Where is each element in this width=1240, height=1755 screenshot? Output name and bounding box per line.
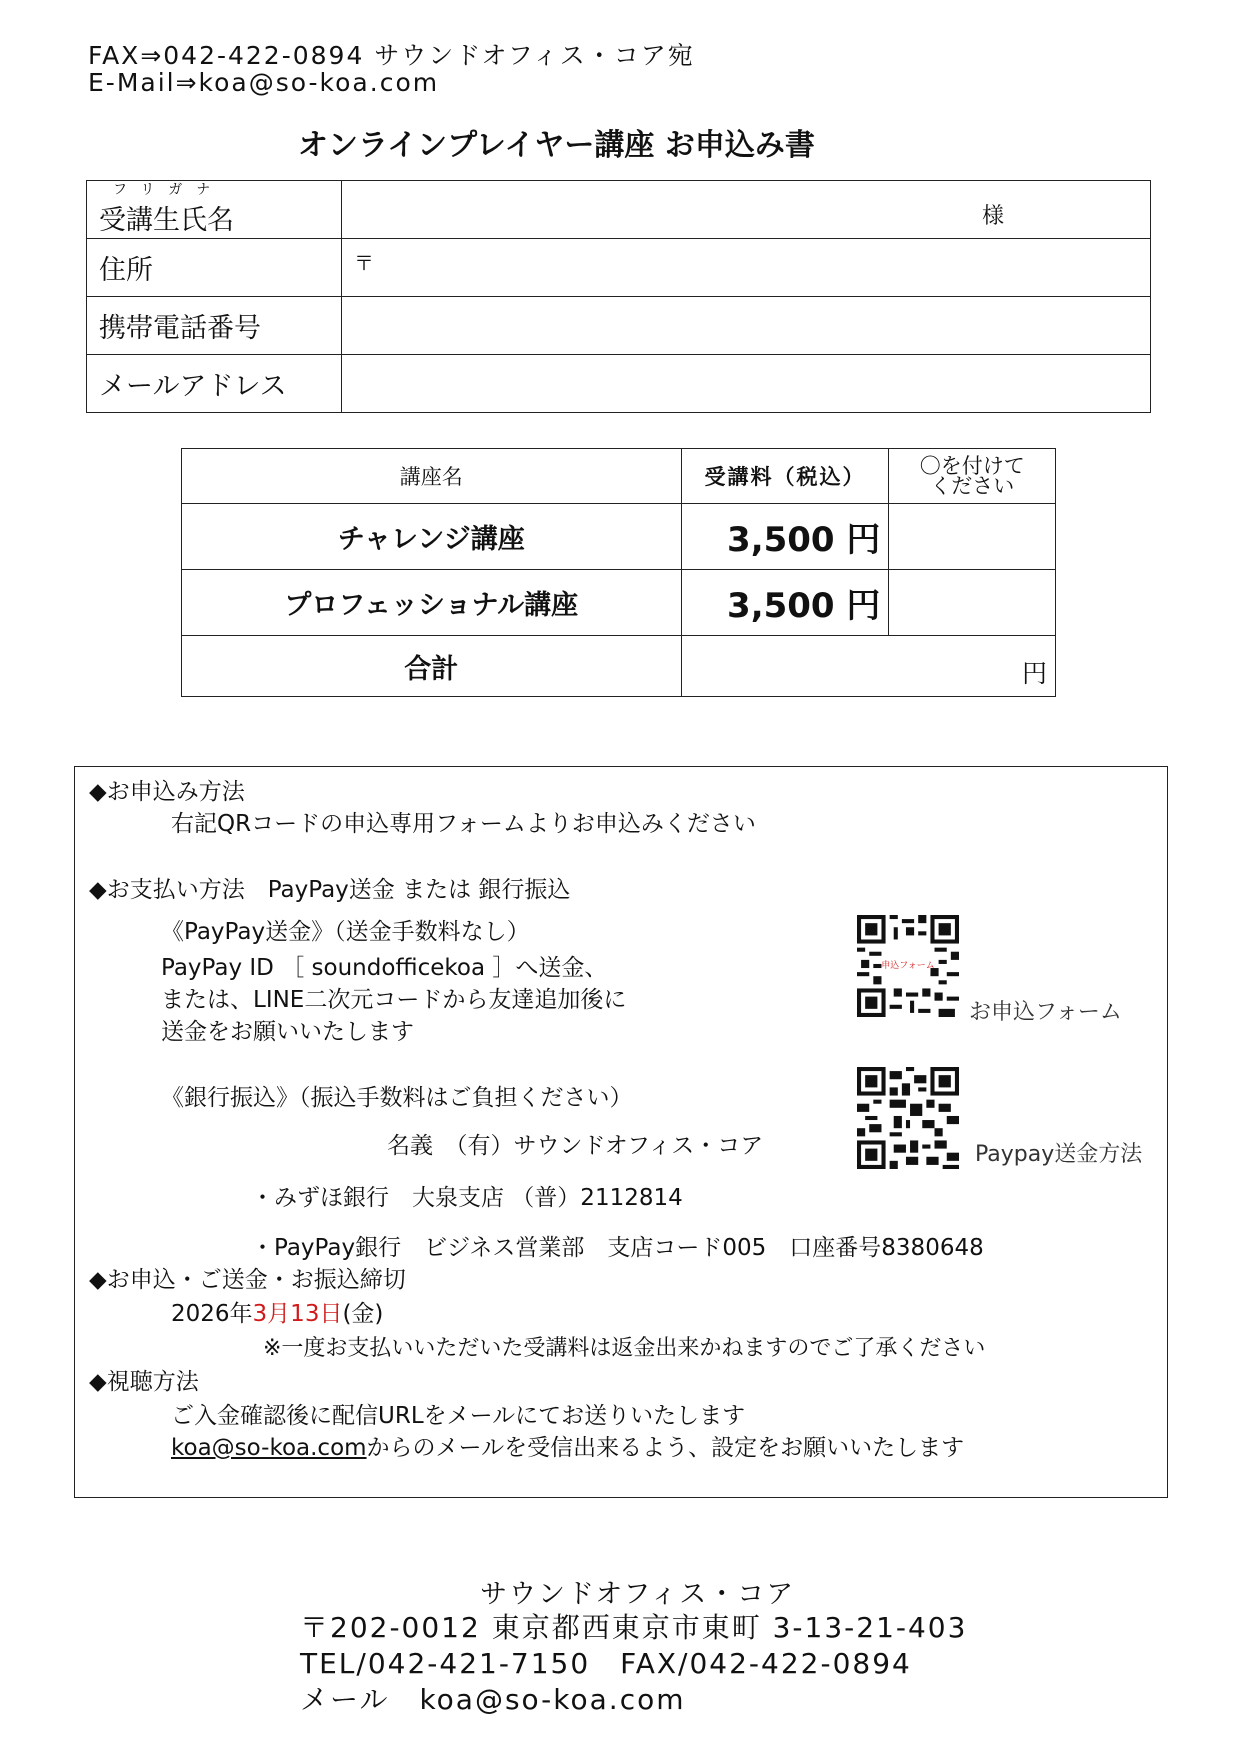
- qr-inner-label: 申込フォーム: [881, 961, 935, 972]
- viewing-heading: ◆視聴方法: [89, 1369, 199, 1395]
- application-form-qr-label: お申込フォーム: [969, 1000, 1122, 1025]
- paypay-method-qr-label: Paypay送金方法: [975, 1142, 1143, 1167]
- course-name-challenge: チャレンジ講座: [182, 504, 682, 570]
- viewing-email-link[interactable]: koa@so-koa.com: [171, 1435, 367, 1461]
- course-price-professional: 3,500 円: [681, 570, 889, 636]
- apply-text: 右記QRコードの申込専用フォームよりお申込みください: [171, 811, 756, 837]
- page-title: オンラインプレイヤー講座 お申込み書: [298, 128, 815, 163]
- honorific-sama: 様: [982, 204, 1005, 229]
- fax-line: FAX⇒042-422-0894 サウンドオフィス・コア宛: [88, 41, 695, 70]
- apply-heading: ◆お申込み方法: [89, 779, 245, 805]
- viewing-line2: [171, 1429, 964, 1462]
- deadline-date: [171, 1295, 383, 1328]
- application-form-qr-code[interactable]: [857, 915, 959, 1017]
- furigana-label: フリガナ: [113, 182, 225, 198]
- footer-company: サウンドオフィス・コア: [480, 1579, 796, 1610]
- paypay-line2: または、LINE二次元コードから友達追加後に: [161, 987, 627, 1013]
- course-table: [181, 448, 1056, 697]
- name-label: 受講生氏名: [99, 205, 234, 236]
- phone-field[interactable]: [342, 297, 1151, 355]
- deadline-month-day: 3月13日: [252, 1301, 343, 1327]
- bank-mizuho: ・みずほ銀行 大泉支店 （普）2112814: [251, 1185, 683, 1211]
- paypay-line3: 送金をお願いいたします: [161, 1019, 414, 1045]
- deadline-year: 2026年: [171, 1301, 253, 1327]
- course-price-challenge: 3,500 円: [681, 504, 889, 570]
- footer-address: 〒202-0012 東京都西東京市東町 3-13-21-403: [300, 1611, 968, 1644]
- payment-heading: ◆お支払い方法 PayPay送金 または 銀行振込: [89, 877, 571, 903]
- name-label-cell: [87, 181, 342, 239]
- postal-mark: 〒: [354, 251, 374, 275]
- email-field[interactable]: [342, 355, 1151, 413]
- account-name: 名義 （有）サウンドオフィス・コア: [387, 1133, 764, 1159]
- deadline-weekday: (金): [342, 1301, 384, 1327]
- refund-note: ※一度お支払いいただいた受講料は返金出来かねますのでご了承ください: [263, 1336, 986, 1361]
- course-check-challenge[interactable]: [889, 504, 1056, 570]
- address-label: 住所: [87, 239, 342, 297]
- total-field[interactable]: [681, 636, 1055, 697]
- bank-paypay: ・PayPay銀行 ビジネス営業部 支店コード005 口座番号8380648: [251, 1235, 984, 1261]
- paypay-line1: PayPay ID ［ soundofficekoa ］へ送金、: [161, 955, 608, 981]
- total-yen-unit: 円: [1021, 659, 1047, 688]
- viewing-line2-rest: からのメールを受信出来るよう、設定をお願いいたします: [366, 1435, 965, 1461]
- paypay-method-qr-code[interactable]: [857, 1067, 959, 1169]
- deadline-heading: ◆お申込・ご送金・お振込締切: [89, 1267, 406, 1293]
- fee-header: 受講料（税込）: [681, 449, 889, 504]
- viewing-line1: ご入金確認後に配信URLをメールにてお送りいたします: [171, 1403, 746, 1429]
- phone-label: 携帯電話番号: [87, 297, 342, 355]
- total-label: 合計: [182, 636, 682, 697]
- mark-header: [889, 449, 1056, 504]
- applicant-form-table: [86, 180, 1151, 413]
- email-label: メールアドレス: [87, 355, 342, 413]
- mark-header-line2: ください: [930, 474, 1015, 498]
- email-line: E-Mail⇒koa@so-koa.com: [88, 68, 440, 97]
- footer-mail: メール koa@so-koa.com: [300, 1683, 686, 1716]
- footer-tel-fax: TEL/042-421-7150 FAX/042-422-0894: [300, 1647, 912, 1680]
- course-name-header: 講座名: [182, 449, 682, 504]
- paypay-title: 《PayPay送金》（送金手数料なし）: [161, 919, 530, 945]
- name-field[interactable]: [342, 181, 1151, 239]
- course-name-professional: プロフェッショナル講座: [182, 570, 682, 636]
- info-box: [74, 766, 1168, 1498]
- mark-header-line1: 〇を付けて: [919, 454, 1025, 478]
- bank-title: 《銀行振込》（振込手数料はご負担ください）: [161, 1085, 633, 1111]
- address-field[interactable]: [342, 239, 1151, 297]
- course-check-professional[interactable]: [889, 570, 1056, 636]
